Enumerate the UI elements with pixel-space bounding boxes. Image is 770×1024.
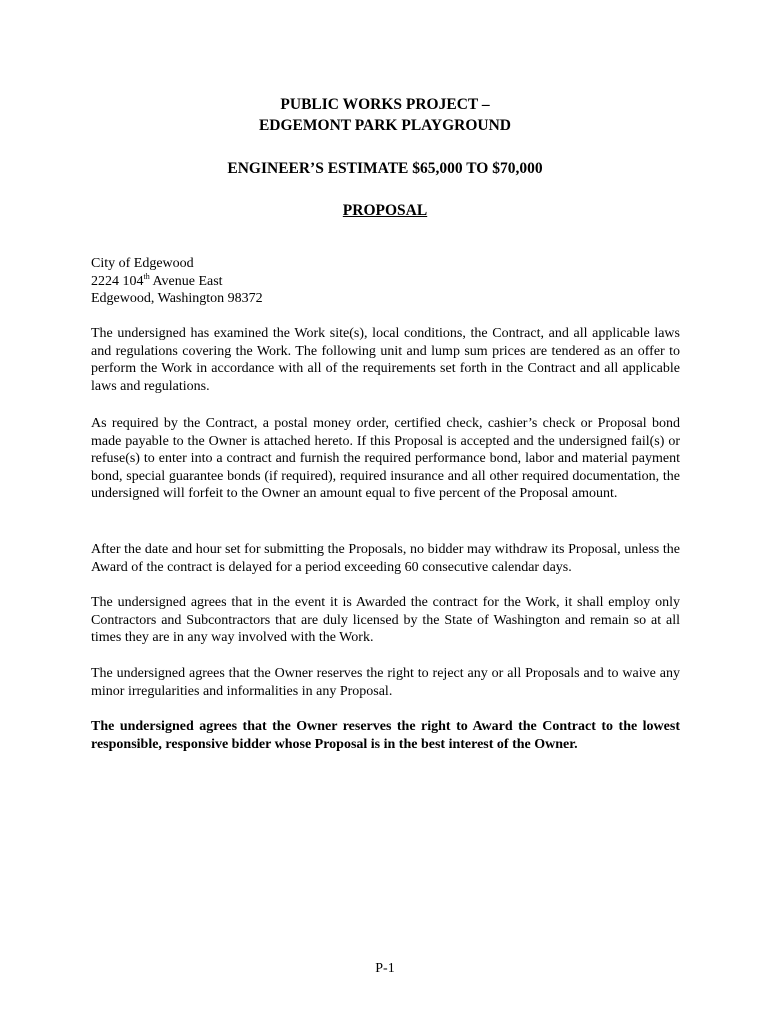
project-title-line-2: EDGEMONT PARK PLAYGROUND — [258, 117, 512, 134]
paragraph-examination: The undersigned has examined the Work site(s), local conditions, the Contract, and all applicable laws and regulations covering the Work. The following unit and lump sum prices are tendered as an offer to perform the Work in accordance with all of the requirements set forth in the Contract and all applicable laws and regulations. — [91, 326, 680, 394]
address-line-3: Edgewood, Washington 98372 — [91, 291, 263, 306]
paragraph-award-rights: The undersigned agrees that the Owner reserves the right to Award the Contract to the lowest responsible, responsive bidder whose Proposal is in the best interest of the Owner. — [91, 719, 680, 752]
project-title — [0, 94, 770, 136]
recipient-address — [91, 255, 263, 308]
section-heading-proposal: PROPOSAL — [342, 202, 428, 219]
paragraph-proposal-bond: As required by the Contract, a postal money order, certified check, cashier’s check or Proposal bond made payable to the Owner is attached hereto. If this Proposal is accepted and the undersigned fail(s) or refuse(s) to enter into a contract and furnish the required performance bond, labor and material payment bond, special guarantee bonds (if required), required insurance and all other required documentation, the undersigned will forfeit to the Owner an amount equal to five percent of the Proposal amount. — [91, 416, 680, 501]
ordinal-suffix: th — [143, 271, 150, 281]
address-line-1: City of Edgewood — [91, 256, 194, 271]
project-title-line-1: PUBLIC WORKS PROJECT – — [280, 96, 490, 113]
street-number: 2224 104 — [91, 273, 144, 289]
street-name: Avenue East — [149, 273, 223, 289]
paragraph-withdrawal: After the date and hour set for submitting the Proposals, no bidder may withdraw its Proposal, unless the Award of the contract is delayed for a period exceeding 60 consecutive calendar days. — [91, 542, 680, 575]
page-number: P-1 — [375, 961, 395, 976]
paragraph-reject-rights: The undersigned agrees that the Owner reserves the right to reject any or all Proposals and to waive any minor irregularities and informalities in any Proposal. — [91, 666, 680, 699]
engineers-estimate: ENGINEER’S ESTIMATE $65,000 TO $70,000 — [227, 160, 543, 177]
paragraph-licensing: The undersigned agrees that in the event it is Awarded the contract for the Work, it shall employ only Contractors and Subcontractors that are duly licensed by the State of Washington and remain so at all times they are in any way involved with the Work. — [91, 595, 680, 645]
address-line-2 — [91, 273, 263, 291]
